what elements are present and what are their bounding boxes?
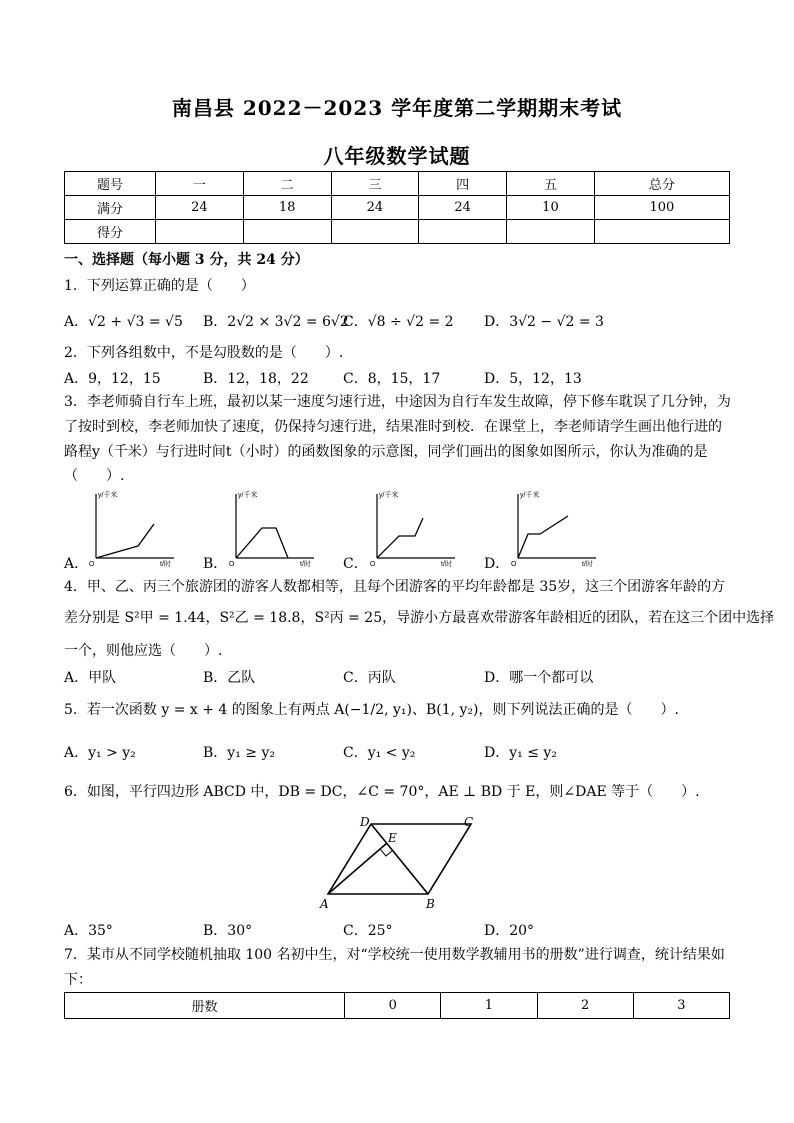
table-cell: 0 bbox=[345, 993, 441, 1019]
table-cell: 10 bbox=[507, 196, 595, 220]
q6-option-a[interactable]: A．35° bbox=[64, 923, 113, 939]
point-label-c: C bbox=[464, 815, 474, 829]
q2-option-d[interactable]: D．5，12，13 bbox=[484, 371, 582, 387]
table-cell: 册数 bbox=[65, 993, 345, 1019]
q3-option-d[interactable]: D． bbox=[484, 556, 510, 572]
table-cell: 100 bbox=[594, 196, 729, 220]
table-row bbox=[65, 172, 730, 196]
table-cell: 1 bbox=[441, 993, 537, 1019]
q5-option-c[interactable]: C．y₁ < y₂ bbox=[343, 745, 416, 761]
question-2-stem: 2．下列各组数中，不是勾股数的是（ ）. bbox=[64, 345, 344, 361]
question-1-stem: 1．下列运算正确的是（ ） bbox=[64, 278, 255, 294]
q4-option-c[interactable]: C．丙队 bbox=[343, 670, 396, 686]
q4-option-b[interactable]: B．乙队 bbox=[203, 670, 256, 686]
question-6-stem: 6．如图，平行四边形 ABCD 中，DB = DC，∠C = 70°，AE ⊥ BD 于 E，则∠DAE 等于（ ）. bbox=[64, 784, 700, 800]
origin-label: O bbox=[229, 561, 235, 568]
q2-option-a[interactable]: A．9，12，15 bbox=[64, 371, 161, 387]
q5-option-b[interactable]: B．y₁ ≥ y₂ bbox=[203, 745, 275, 761]
table-cell: 五 bbox=[507, 172, 595, 196]
table-cell: 24 bbox=[156, 196, 244, 220]
origin-label: O bbox=[370, 561, 376, 568]
question-4-line: 4．甲、乙、丙三个旅游团的游客人数都相等，且每个团游客的平均年龄都是 35岁，这三个团游客年龄的方 bbox=[64, 579, 726, 595]
q6-option-d[interactable]: D．20° bbox=[484, 923, 535, 939]
table-cell: 得分 bbox=[65, 220, 156, 244]
point-label-b: B bbox=[426, 897, 435, 911]
graph-ylabel: y/千米 bbox=[98, 492, 118, 499]
question-5-stem: 5．若一次函数 y = x + 4 的图象上有两点 A(−1/2, y₁)、B(1, y₂)，则下列说法正确的是（ ）. bbox=[64, 702, 679, 718]
table-cell: 题号 bbox=[65, 172, 156, 196]
graph-xlabel: t/时 bbox=[160, 561, 171, 568]
origin-label: O bbox=[89, 561, 95, 568]
segment-db bbox=[371, 824, 428, 894]
graph-c[interactable] bbox=[367, 488, 457, 568]
q3-option-a[interactable]: A． bbox=[64, 556, 89, 572]
graph-ylabel: y/千米 bbox=[238, 492, 258, 499]
table-cell: 三 bbox=[331, 172, 419, 196]
score-input-cell[interactable] bbox=[594, 220, 729, 244]
q4-option-d[interactable]: D．哪一个都可以 bbox=[484, 670, 594, 686]
page-title: 南昌县 2022－2023 学年度第二学期期末考试 bbox=[171, 96, 623, 120]
q5-option-a[interactable]: A．y₁ > y₂ bbox=[64, 745, 136, 761]
question-3-line: 路程y（千米）与行进时间t（小时）的函数图象的示意图，同学们画出的图象如图所示，你认为准确的是 bbox=[64, 444, 708, 460]
table-row bbox=[65, 993, 730, 1019]
point-label-d: D bbox=[360, 815, 370, 829]
graph-xlabel: t/时 bbox=[441, 561, 452, 568]
table-cell: 满分 bbox=[65, 196, 156, 220]
question-4-line: 差分别是 S²甲 = 1.44，S²乙 = 18.8，S²丙 = 25，导游小方最喜欢带游客年龄相近的团队，若在这三个团中选择 bbox=[64, 610, 775, 626]
q5-option-d[interactable]: D．y₁ ≤ y₂ bbox=[484, 745, 557, 761]
graph-line bbox=[96, 524, 154, 558]
question-3-line: 3．李老师骑自行车上班，最初以某一速度匀速行进，中途因为自行车发生故障，停下修车耽误了几分钟，为 bbox=[64, 394, 731, 410]
q2-option-b[interactable]: B．12，18，22 bbox=[203, 371, 309, 387]
table-cell: 18 bbox=[243, 196, 331, 220]
origin-label: O bbox=[511, 561, 517, 568]
q1-option-b[interactable]: B．2√2 × 3√2 = 6√2 bbox=[203, 314, 349, 330]
graph-line bbox=[236, 528, 288, 558]
parallelogram-figure bbox=[316, 812, 486, 916]
table-row bbox=[65, 196, 730, 220]
q6-option-c[interactable]: C．25° bbox=[343, 923, 393, 939]
q1-option-c[interactable]: C．√8 ÷ √2 = 2 bbox=[343, 314, 454, 330]
graph-line bbox=[518, 516, 568, 558]
page-subtitle: 八年级数学试题 bbox=[323, 144, 471, 168]
score-input-cell[interactable] bbox=[243, 220, 331, 244]
graph-ylabel: y/千米 bbox=[379, 492, 399, 499]
table-cell: 24 bbox=[331, 196, 419, 220]
graph-xlabel: t/时 bbox=[300, 561, 311, 568]
q6-option-b[interactable]: B．30° bbox=[203, 923, 253, 939]
q1-option-a[interactable]: A．√2 + √3 = √5 bbox=[64, 314, 183, 330]
graph-line bbox=[377, 518, 423, 558]
table-cell: 一 bbox=[156, 172, 244, 196]
graph-b[interactable] bbox=[226, 488, 316, 568]
q3-option-c[interactable]: C． bbox=[343, 556, 368, 572]
q2-option-c[interactable]: C．8，15，17 bbox=[343, 371, 441, 387]
question-3-line: （ ）. bbox=[64, 468, 125, 484]
table-cell: 3 bbox=[633, 993, 729, 1019]
segment-ae bbox=[328, 843, 387, 894]
question-3-line: 了按时到校，李老师加快了速度，仍保持匀速行进，结果准时到校．在课堂上，李老师请学生画出他行进的 bbox=[64, 419, 722, 435]
score-input-cell[interactable] bbox=[419, 220, 507, 244]
score-input-cell[interactable] bbox=[156, 220, 244, 244]
q4-option-a[interactable]: A．甲队 bbox=[64, 670, 117, 686]
table-row bbox=[65, 220, 730, 244]
table-cell: 二 bbox=[243, 172, 331, 196]
table-cell: 四 bbox=[419, 172, 507, 196]
graph-xlabel: t/时 bbox=[582, 561, 593, 568]
point-label-a: A bbox=[320, 897, 329, 911]
score-table bbox=[64, 171, 730, 244]
question-7-line: 下： bbox=[64, 972, 92, 988]
q1-option-d[interactable]: D．3√2 − √2 = 3 bbox=[484, 314, 604, 330]
question-4-line: 一个，则他应选（ ）. bbox=[64, 643, 223, 659]
q3-option-b[interactable]: B． bbox=[203, 556, 228, 572]
graph-ylabel: y/千米 bbox=[520, 492, 540, 499]
score-input-cell[interactable] bbox=[331, 220, 419, 244]
graph-a[interactable] bbox=[86, 488, 176, 568]
score-input-cell[interactable] bbox=[507, 220, 595, 244]
point-label-e: E bbox=[388, 831, 397, 845]
table-cell: 总分 bbox=[594, 172, 729, 196]
books-table bbox=[64, 992, 730, 1019]
table-cell: 24 bbox=[419, 196, 507, 220]
question-7-line: 7．某市从不同学校随机抽取 100 名初中生，对“学校统一使用数学教辅用书的册数”进行调查，统计结果如 bbox=[64, 947, 725, 963]
right-angle-mark bbox=[380, 849, 393, 856]
table-cell: 2 bbox=[537, 993, 633, 1019]
graph-d[interactable] bbox=[508, 488, 598, 568]
section-heading: 一、选择题（每小题 3 分，共 24 分） bbox=[64, 252, 309, 268]
